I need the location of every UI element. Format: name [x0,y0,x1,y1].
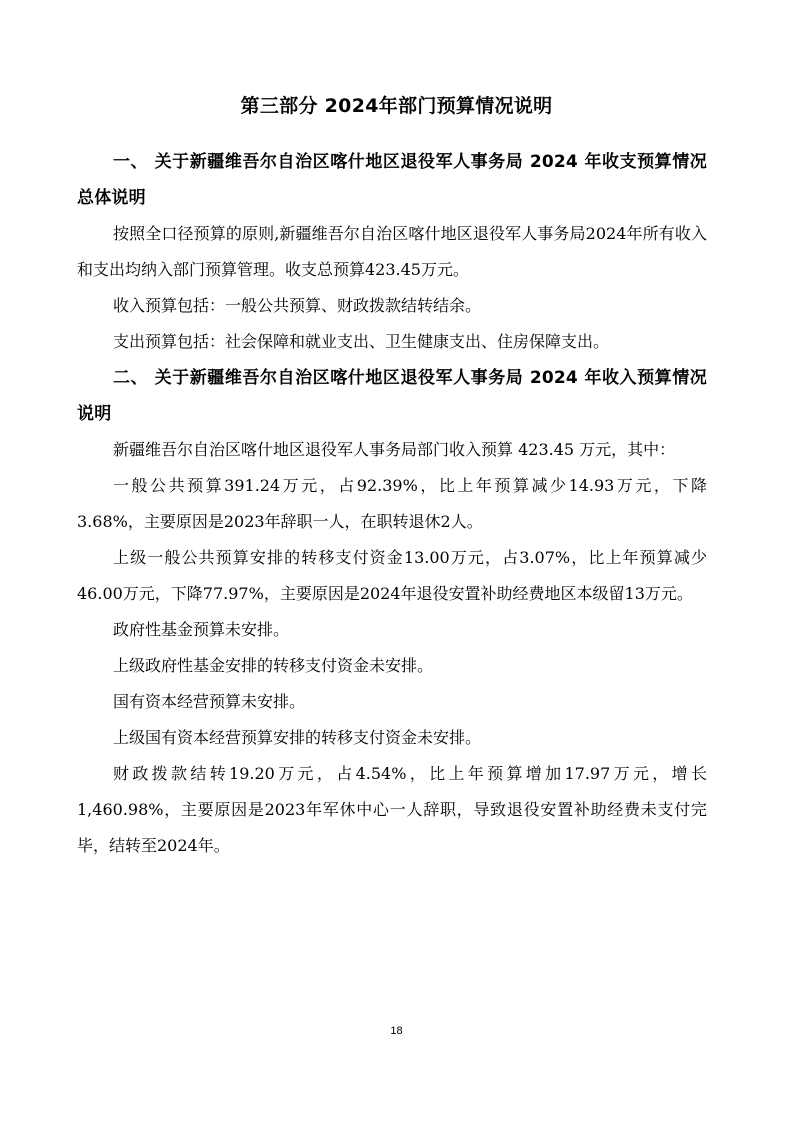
paragraph: 收入预算包括：一般公共预算、财政拨款结转结余。 [113,296,482,315]
paragraph: 政府性基金预算未安排。 [113,620,290,639]
page-number: 18 [390,1025,403,1037]
section-1-heading: 一、 关于新疆维吾尔自治区喀什地区退役军人事务局 2024 年收支预算情况总体说明 [77,152,707,208]
paragraph: 上级一般公共预算安排的转移支付资金13.00万元，占3.07%，比上年预算减少46.00万元，下降77.97%，主要原因是2024年退役安置补助经费地区本级留13万元。 [77,548,707,603]
paragraph: 上级国有资本经营预算安排的转移支付资金未安排。 [113,728,482,747]
paragraph: 国有资本经营预算未安排。 [113,692,306,711]
paragraph: 上级政府性基金安排的转移支付资金未安排。 [113,656,434,675]
paragraph: 支出预算包括：社会保障和就业支出、卫生健康支出、住房保障支出。 [113,332,610,351]
document-body [77,144,707,864]
paragraph: 按照全口径预算的原则,新疆维吾尔自治区喀什地区退役军人事务局2024年所有收入和支出均纳入部门预算管理。收支总预算423.45万元。 [77,224,707,279]
paragraph: 财政拨款结转19.20万元，占4.54%，比上年预算增加17.97万元，增长1,460.98%，主要原因是2023年军休中心一人辞职，导致退役安置补助经费未支付完毕，结转至2024年。 [77,764,707,855]
paragraph: 新疆维吾尔自治区喀什地区退役军人事务局部门收入预算 423.45 万元，其中： [113,440,676,459]
paragraph: 一般公共预算391.24万元，占92.39%，比上年预算减少14.93万元，下降3.68%，主要原因是2023年辞职一人，在职转退休2人。 [77,476,707,531]
section-2-heading: 二、 关于新疆维吾尔自治区喀什地区退役军人事务局 2024 年收入预算情况说明 [77,368,707,424]
page-title: 第三部分 2024年部门预算情况说明 [240,95,553,117]
